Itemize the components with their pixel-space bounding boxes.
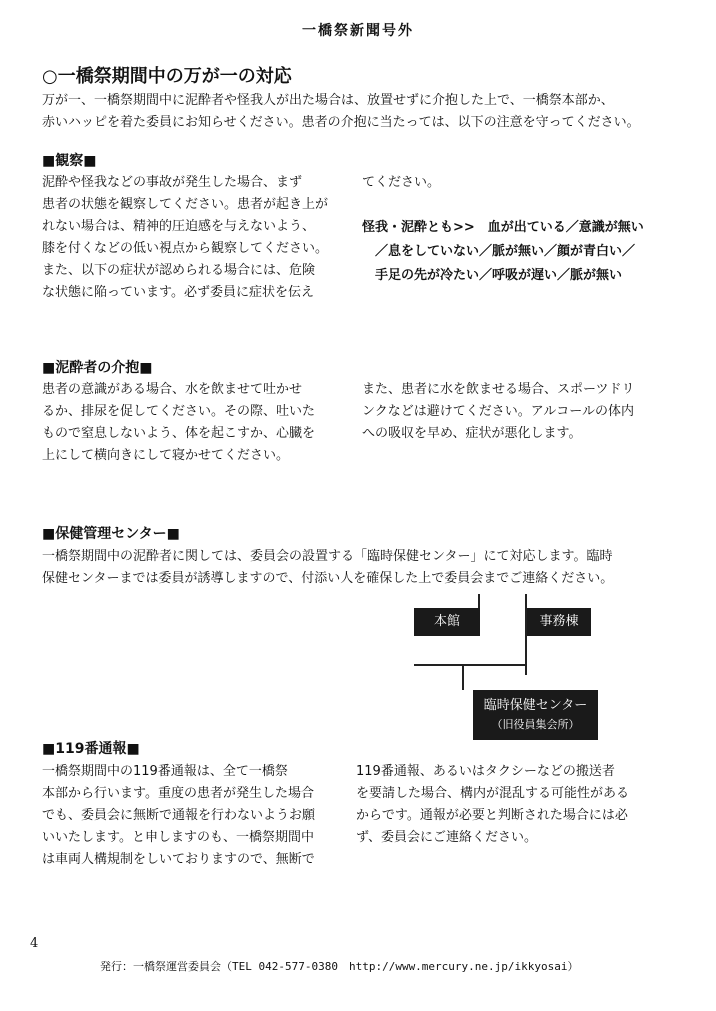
map-center-name: 臨時保健センター [483, 698, 588, 713]
section-heading-119: ■119番通報■ [42, 741, 140, 757]
call-119-left-column: 一橋祭期間中の119番通報は、全て一橋祭 本部から行います。重度の患者が発生した場合 でも、委員会に無断で通報を行わないようお願 いいたします。と申しますのも、一橋祭期間中 は車両人構規制をしいておりますので、無断で [42, 764, 316, 867]
map-building-office: 事務棟 [527, 608, 591, 636]
page-title: ○一橋祭期間中の万が一の対応 [42, 66, 292, 87]
section-heading-observation: ■観察■ [42, 153, 97, 169]
health-center-paragraph: 一橋祭期間中の泥酔者に関しては、委員会の設置する「臨時保健センター」にて対応します。臨時 保健センターまでは委員が誘導しますので、付添い人を確保した上で委員会までご連絡ください。 [42, 549, 614, 586]
drunk-care-right-column: また、患者に水を飲ませる場合、スポーツドリ ンクなどは避けてください。アルコールの体内 への吸収を早め、症状が悪化します。 [362, 382, 635, 441]
page-number: 4 [30, 936, 39, 951]
warning-symptoms: 怪我・泥酔とも>> 血が出ている／意識が無い ／息をしていない／脈が無い／顔が青白い／ 手足の先が冷たい／呼吸が遅い／脈が無い [362, 220, 644, 283]
observation-right-continued: てください。 [362, 175, 441, 190]
map-building-main: 本館 [414, 608, 480, 636]
newspaper-header: 一橋祭新聞号外 [302, 23, 414, 39]
map-temporary-health-center [473, 690, 598, 740]
map-road-horizontal [414, 664, 527, 666]
section-heading-health-center: ■保健管理センター■ [42, 526, 180, 542]
observation-left-column: 泥酔や怪我などの事故が発生した場合、まず 患者の状態を観察してください。患者が起き上が れない場合は、精神的圧迫感を与えないよう、 膝を付くなどの低い視点から観察してください。 また、以下の症状が認められる場合には、危険 な状態に陥っています。必ず委員に症状を伝え [42, 175, 329, 300]
publisher-footer: 発行：一橋祭運営委員会（TEL 042-577-0380 http://www.mercury.ne.jp/ikkyosai） [100, 960, 579, 973]
section-heading-drunk-care: ■泥酔者の介抱■ [42, 360, 153, 376]
call-119-right-column: 119番通報、あるいはタクシーなどの搬送者 を要請した場合、構内が混乱する可能性がある からです。通報が必要と判断された場合には必 ず、委員会にご連絡ください。 [356, 764, 630, 845]
map-center-subname: （旧役員集会所） [491, 718, 580, 731]
map-road-connector [462, 664, 464, 690]
drunk-care-left-column: 患者の意識がある場合、水を飲ませて吐かせ るか、排尿を促してください。その際、吐いた もので窒息しないよう、体を起こすか、心臓を 上にして横向きにして寝かせてください。 [42, 382, 316, 463]
intro-paragraph: 万が一、一橋祭期間中に泥酔者や怪我人が出た場合は、放置せずに介抱した上で、一橋祭本部か、 赤いハッピを着た委員にお知らせください。患者の介抱に当たっては、以下の注意を守ってください。 [42, 93, 640, 130]
